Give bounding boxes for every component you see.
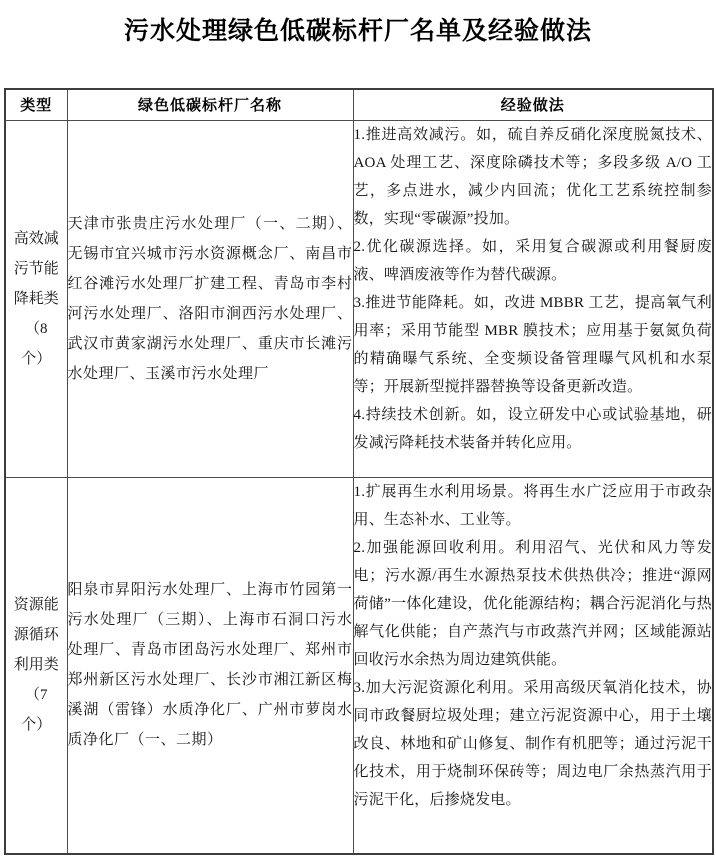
header-cell-practices: 经验做法 (353, 89, 713, 120)
type-label: 资源能源循环利用类 (13, 597, 59, 674)
practice-item: 4.持续技术创新。如，设立研发中心或试验基地，研发减污降耗技术装备并转化应用。 (353, 406, 712, 451)
type-cell (5, 477, 67, 854)
type-count: （8个） (21, 320, 52, 367)
practice-item: 3.加大污泥资源化利用。采用高级厌氧消化技术，协同市政餐厨垃圾处理；建立污泥资源中心，用于土壤改良、林地和矿山修复、制作有机肥等；通过污泥干化技术，用于烧制环保砖等；周边电厂余热蒸汽用于污泥干化，后掺烧发电。 (353, 679, 712, 808)
practice-item: 1.推进高效减污。如，硫自养反硝化深度脱氮技术、AOA 处理工艺、深度除磷技术等；多段多级 A/O 工艺，多点进水，减少内回流；优化工艺系统控制参数，实现“零碳源”投加。 (353, 126, 712, 227)
practices-cell (353, 477, 713, 854)
benchmark-plants-table (4, 88, 714, 855)
header-cell-plant-names: 绿色低碳标杆厂名称 (67, 89, 353, 120)
plant-names-cell: 天津市张贵庄污水处理厂（一、二期）、无锡市宜兴城市污水资源概念厂、南昌市红谷滩污水处理厂扩建工程、青岛市李村河污水处理厂、洛阳市涧西污水处理厂、武汉市黄家湖污水处理厂、重庆市长滩污水处理厂、玉溪市污水处理厂 (67, 120, 353, 477)
plant-names-cell: 阳泉市昇阳污水处理厂、上海市竹园第一污水处理厂（三期）、上海市石洞口污水处理厂、青岛市团岛污水处理厂、郑州市郑州新区污水处理厂、长沙市湘江新区梅溪湖（雷锋）水质净化厂、广州市萝岗水质净化厂（一、二期） (67, 477, 353, 854)
type-count: （7个） (21, 687, 52, 734)
header-cell-type: 类型 (5, 89, 67, 120)
type-label: 高效减污节能降耗类 (13, 230, 59, 307)
practice-item: 1.扩展再生水利用场景。将再生水广泛应用于市政杂用、生态补水、工业等。 (353, 483, 712, 528)
table-header-row (5, 89, 713, 120)
practices-cell (353, 120, 713, 477)
practice-item: 3.推进节能降耗。如，改进 MBBR 工艺，提高氧气利用率；采用节能型 MBR 膜技术；应用基于氨氮负荷的精确曝气系统、全变频设备管理曝气风机和水泵等；开展新型搅拌器替换等设备更新改造。 (353, 294, 712, 395)
type-cell (5, 120, 67, 477)
practice-item: 2.加强能源回收利用。利用沼气、光伏和风力等发电；污水源/再生水源热泵技术供热供冷；推进“源网荷储”一体化建设，优化能源结构；耦合污泥消化与热解气化供能；自产蒸汽与市政蒸汽并网；区域能源站回收污水余热为周边建筑供能。 (353, 539, 712, 668)
practice-item: 2.优化碳源选择。如，采用复合碳源或利用餐厨废液、啤酒废液等作为替代碳源。 (353, 238, 712, 283)
page-title: 污水处理绿色低碳标杆厂名单及经验做法 (123, 18, 592, 45)
table-row (5, 477, 713, 854)
table-row (5, 120, 713, 477)
